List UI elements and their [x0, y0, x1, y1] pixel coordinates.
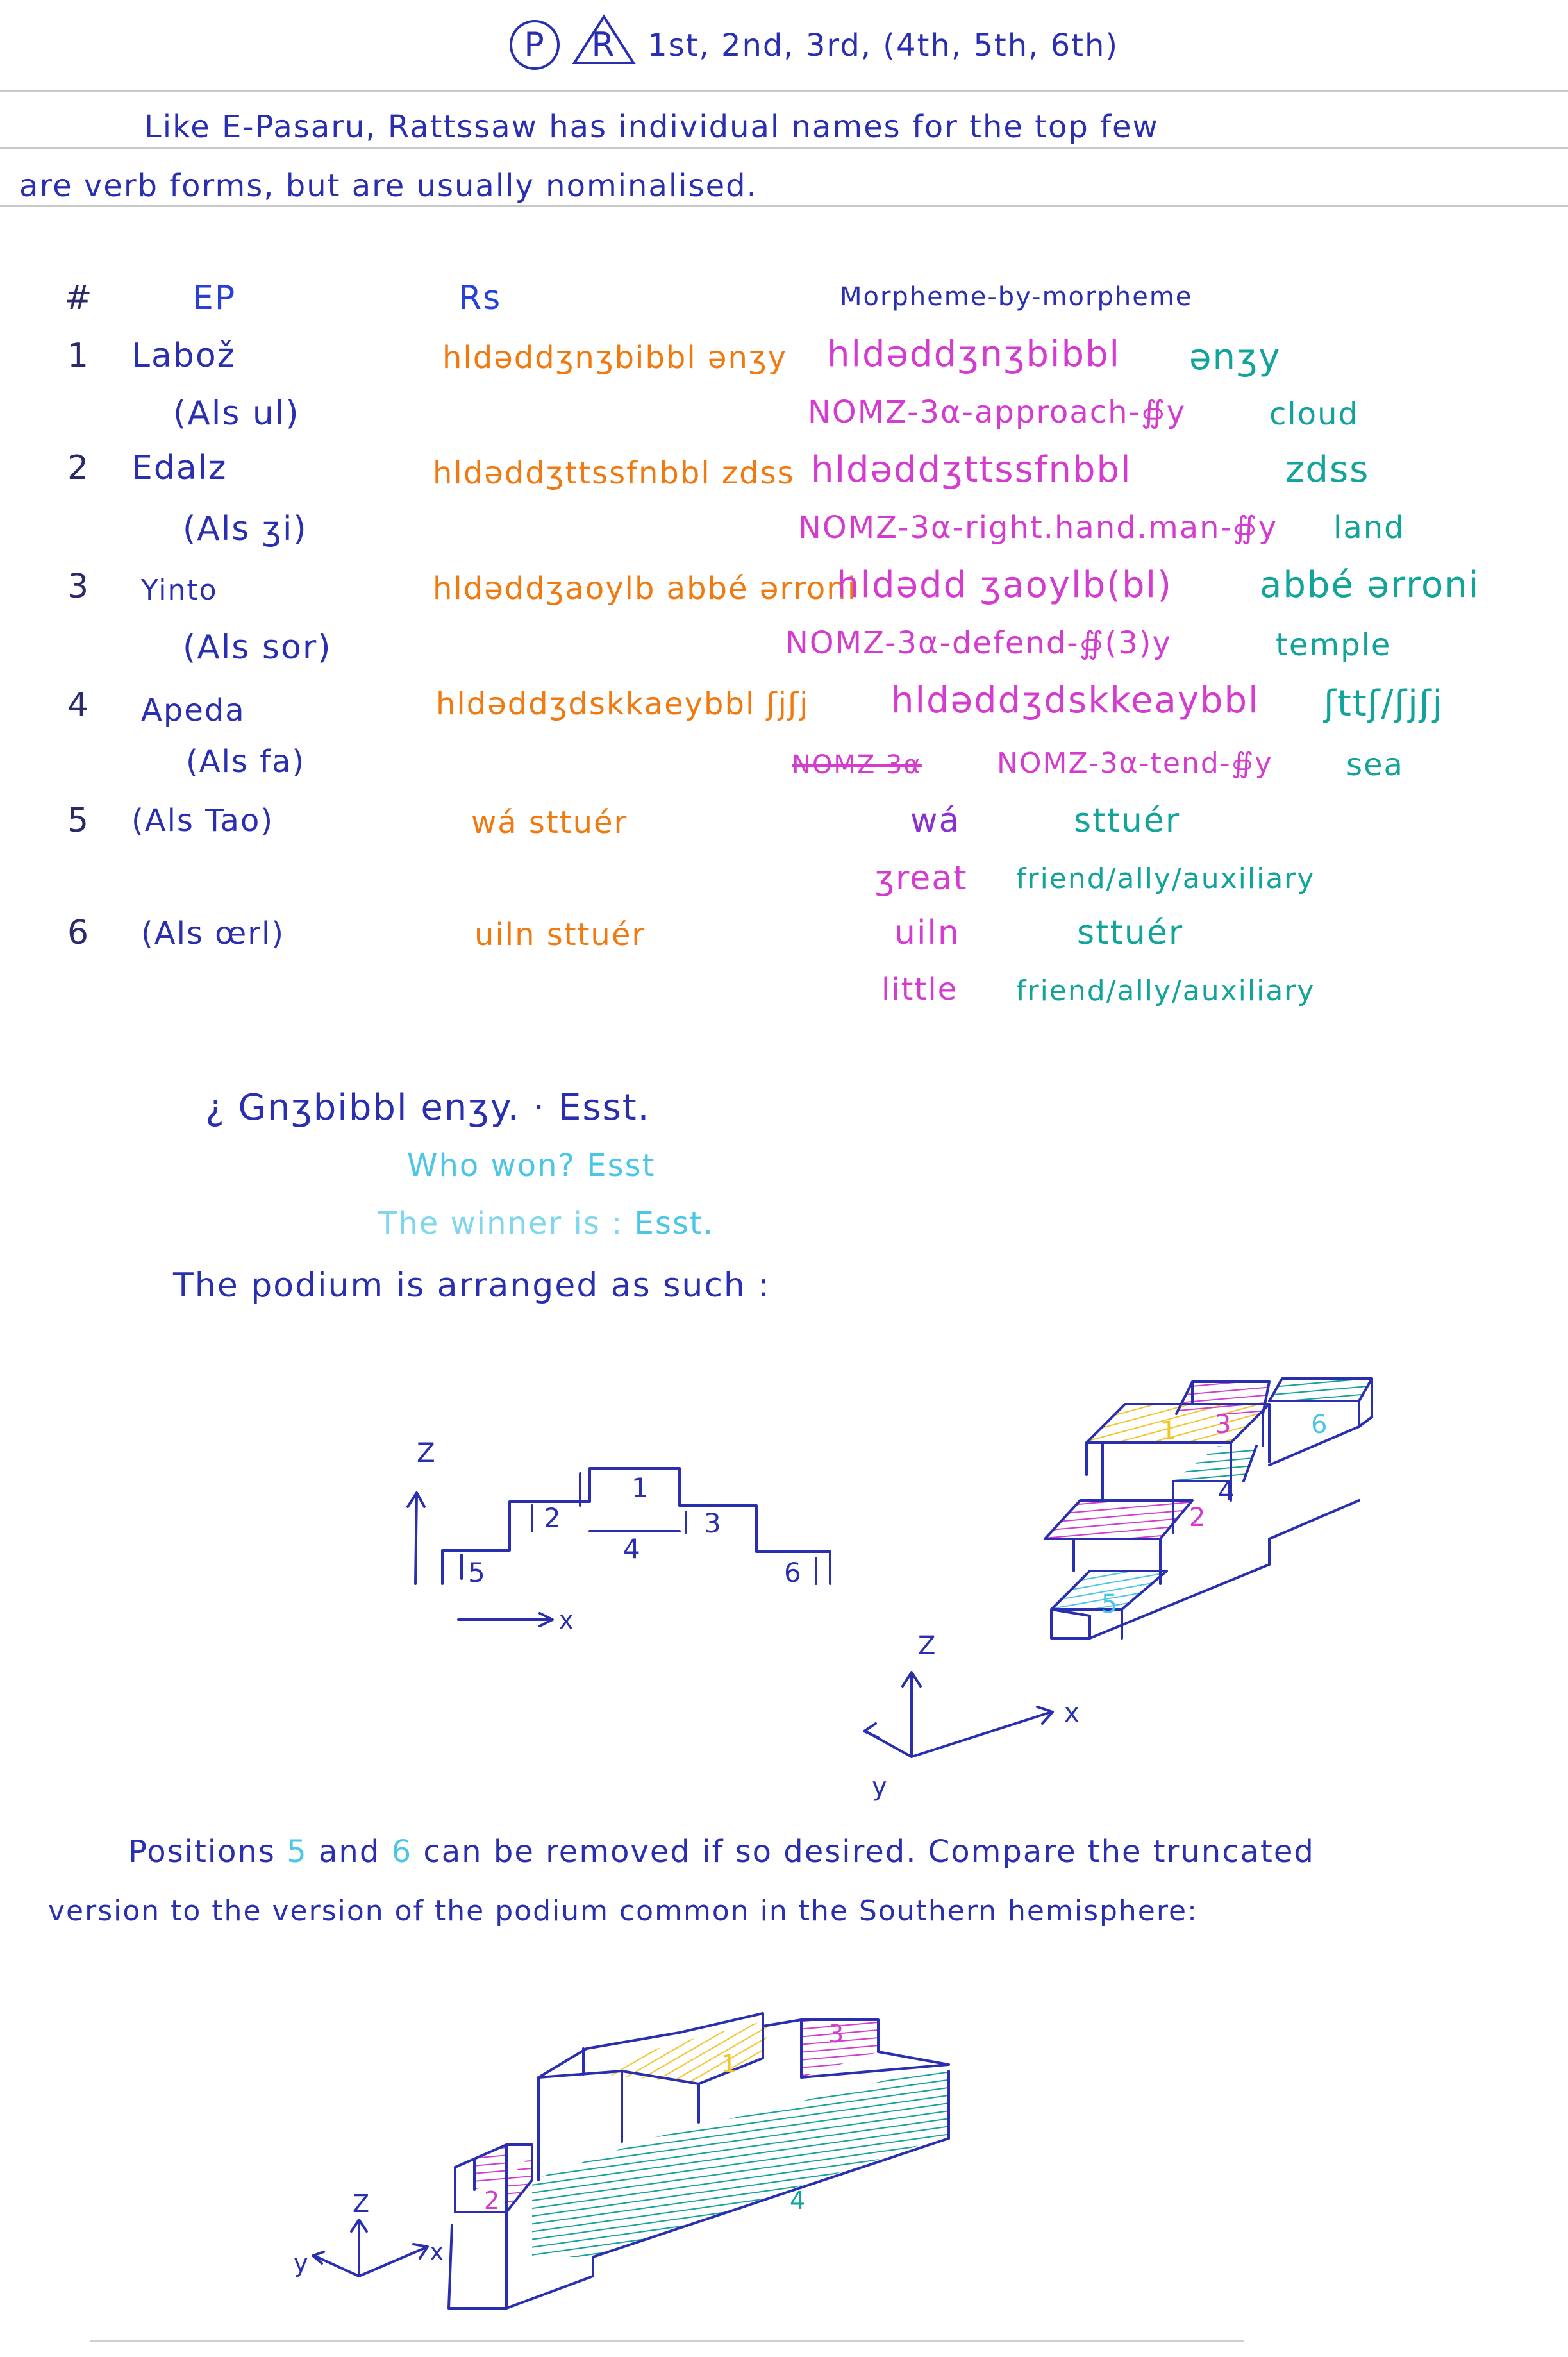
ep-sub-2: (Als ʒi) — [183, 510, 308, 548]
rs-form-4: hldəddʒdskkaeybbl ʃjʃj — [436, 686, 810, 722]
mbm-noun-gloss-1: cloud — [1269, 396, 1359, 432]
mbm-morphemes-4: hldəddʒdskkeaybbl — [891, 680, 1260, 721]
row-num-5: 5 — [67, 801, 90, 840]
pos-label-5: 5 — [1101, 1590, 1118, 1619]
mbm-gloss-4-struck: NOMZ-3α — [792, 750, 922, 780]
mbm-noun-gloss-5: friend/ally/auxiliary — [1016, 862, 1315, 895]
row-num-4: 4 — [67, 686, 90, 725]
and-word: and — [318, 1834, 381, 1870]
mbm-morphemes-5: wá — [910, 801, 961, 840]
pos-label-3: 3 — [828, 2020, 844, 2048]
rs-form-2: hldəddʒttssfnbbl zdss — [433, 455, 795, 491]
pos-label-2: 2 — [484, 2186, 500, 2215]
pos-label-2: 2 — [544, 1502, 561, 1534]
mbm-gloss-2: NOMZ-3α-right.hand.man-∯y — [798, 510, 1278, 546]
rule-line — [0, 205, 1568, 207]
podium-face-4 — [532, 2065, 949, 2257]
mbm-noun-gloss-6: friend/ally/auxiliary — [1016, 975, 1315, 1007]
mbm-noun-gloss-2: land — [1333, 510, 1405, 546]
y-label: y — [294, 2249, 308, 2277]
remove-line-1 — [128, 1834, 1315, 1870]
rs-form-5: wá sttuér — [471, 805, 628, 841]
podium-top-6 — [1269, 1379, 1372, 1401]
podium-top-1 — [603, 2020, 769, 2084]
x-axis-arrow — [359, 2247, 426, 2276]
podium-3d-diagram — [859, 1353, 1513, 1827]
podium-top-4 — [1173, 1446, 1256, 1481]
pos-label-4: 4 — [790, 2186, 806, 2215]
pos-label-3: 3 — [1215, 1410, 1231, 1439]
mbm-gloss-3: NOMZ-3α-defend-∯(3)y — [785, 625, 1172, 661]
col-header-num: # — [64, 279, 94, 317]
ep-sub-5: (Als Tao) — [131, 803, 274, 839]
ep-name-4: Apeda — [141, 692, 246, 728]
pos-label-1: 1 — [1160, 1416, 1177, 1446]
pos-label-5: 5 — [468, 1557, 485, 1588]
y-axis-arrow — [314, 2256, 359, 2276]
pos-label-4: 4 — [623, 1533, 640, 1564]
example-sentence: ¿ Gnʒbibbl enʒy. · Esst. — [205, 1087, 651, 1128]
podium-top-2 — [1045, 1500, 1192, 1539]
pos-label-6: 6 — [784, 1557, 801, 1588]
mbm-noun-3: abbé ərroni — [1260, 564, 1480, 606]
pos-label-3: 3 — [704, 1507, 721, 1539]
mbm-noun-gloss-4: sea — [1346, 747, 1404, 783]
rs-form-1: hldəddʒnʒbibbl ənʒy — [442, 340, 787, 376]
z-axis-arrow — [415, 1494, 417, 1584]
position-5: 5 — [287, 1834, 308, 1870]
col-header-ep: EP — [192, 279, 237, 317]
bottom-rule — [90, 2340, 1244, 2342]
r-triangle-glyph: R — [572, 14, 636, 65]
translation-name: Esst. — [634, 1205, 714, 1241]
positions-word: Positions — [128, 1834, 276, 1870]
y-label: y — [872, 1772, 887, 1802]
pos-label-2: 2 — [1189, 1503, 1206, 1532]
z-label: Z — [918, 1631, 936, 1661]
mbm-gloss-6: little — [881, 971, 958, 1007]
mbm-morphemes-2: hldəddʒttssfnbbl — [811, 449, 1132, 491]
page-header — [510, 14, 1119, 70]
rule-line — [0, 90, 1568, 92]
ep-name-2: Edalz — [131, 449, 228, 487]
mbm-gloss-1: NOMZ-3α-approach-∯y — [808, 394, 1187, 430]
example-translation — [378, 1205, 714, 1241]
ranks-list: 1st, 2nd, 3rd, (4th, 5th, 6th) — [647, 28, 1119, 63]
ep-sub-3: (Als sor) — [183, 628, 332, 667]
ep-sub-1: (Als ul) — [173, 394, 300, 433]
podium-side-view-diagram — [397, 1430, 872, 1648]
x-label: x — [559, 1606, 574, 1634]
ep-sub-6: (Als œrl) — [141, 916, 285, 952]
pos-label-4: 4 — [1218, 1477, 1235, 1507]
pos-label-1: 1 — [721, 2050, 737, 2078]
mbm-noun-2: zdss — [1285, 449, 1370, 491]
mbm-noun-5: sttuér — [1074, 801, 1181, 840]
z-label: Z — [417, 1437, 435, 1468]
mbm-noun-1: ənʒy — [1189, 337, 1281, 378]
mbm-morphemes-1: hldəddʒnʒbibbl — [827, 333, 1121, 375]
p-circle-glyph: P — [510, 20, 560, 70]
ep-name-3: Yinto — [141, 574, 218, 607]
mbm-noun-gloss-3: temple — [1276, 627, 1392, 663]
x-label: x — [430, 2238, 444, 2266]
col-header-rs: Rs — [458, 279, 502, 317]
rule-line — [0, 147, 1568, 149]
mbm-morphemes-3: hldədd ʒaoylb(bl) — [837, 564, 1172, 606]
row-num-1: 1 — [67, 337, 90, 375]
remove-line-1-rest: can be removed if so desired. Compare the truncated — [423, 1834, 1315, 1870]
intro-line-1: Like E-Pasaru, Rattssaw has individual names for the top few — [144, 109, 1159, 145]
mbm-gloss-5: ʒreat — [875, 859, 968, 898]
translation-text: The winner is : — [378, 1205, 624, 1241]
x-label: x — [1064, 1699, 1080, 1728]
ep-name-1: Labož — [131, 337, 236, 375]
rs-form-3: hldəddʒaoylb abbé ərroni — [433, 571, 858, 607]
mbm-morphemes-6: uiln — [894, 914, 960, 952]
intro-line-2: are verb forms, but are usually nominalised. — [19, 168, 758, 204]
x-axis-arrow — [912, 1712, 1051, 1757]
col-header-mbm: Morpheme-by-morpheme — [840, 282, 1193, 312]
mbm-gloss-4: NOMZ-3α-tend-∯y — [997, 747, 1273, 780]
z-label: Z — [353, 2190, 370, 2218]
row-num-3: 3 — [67, 567, 90, 606]
mbm-noun-4: ʃttʃ/ʃjʃj — [1324, 683, 1444, 725]
example-gloss: Who won? Esst — [407, 1148, 656, 1184]
remove-line-2: version to the version of the podium common in the Southern hemisphere: — [48, 1895, 1198, 1927]
truncated-podium-diagram — [237, 2001, 1006, 2334]
pos-label-1: 1 — [631, 1472, 649, 1504]
position-6: 6 — [391, 1834, 413, 1870]
row-num-2: 2 — [67, 449, 90, 487]
rs-form-6: uiln sttuér — [474, 917, 646, 953]
row-num-6: 6 — [67, 914, 90, 952]
podium-intro: The podium is arranged as such : — [173, 1266, 771, 1305]
ep-sub-4: (Als fa) — [186, 744, 306, 780]
pos-label-6: 6 — [1311, 1410, 1328, 1439]
mbm-noun-6: sttuér — [1077, 914, 1184, 952]
